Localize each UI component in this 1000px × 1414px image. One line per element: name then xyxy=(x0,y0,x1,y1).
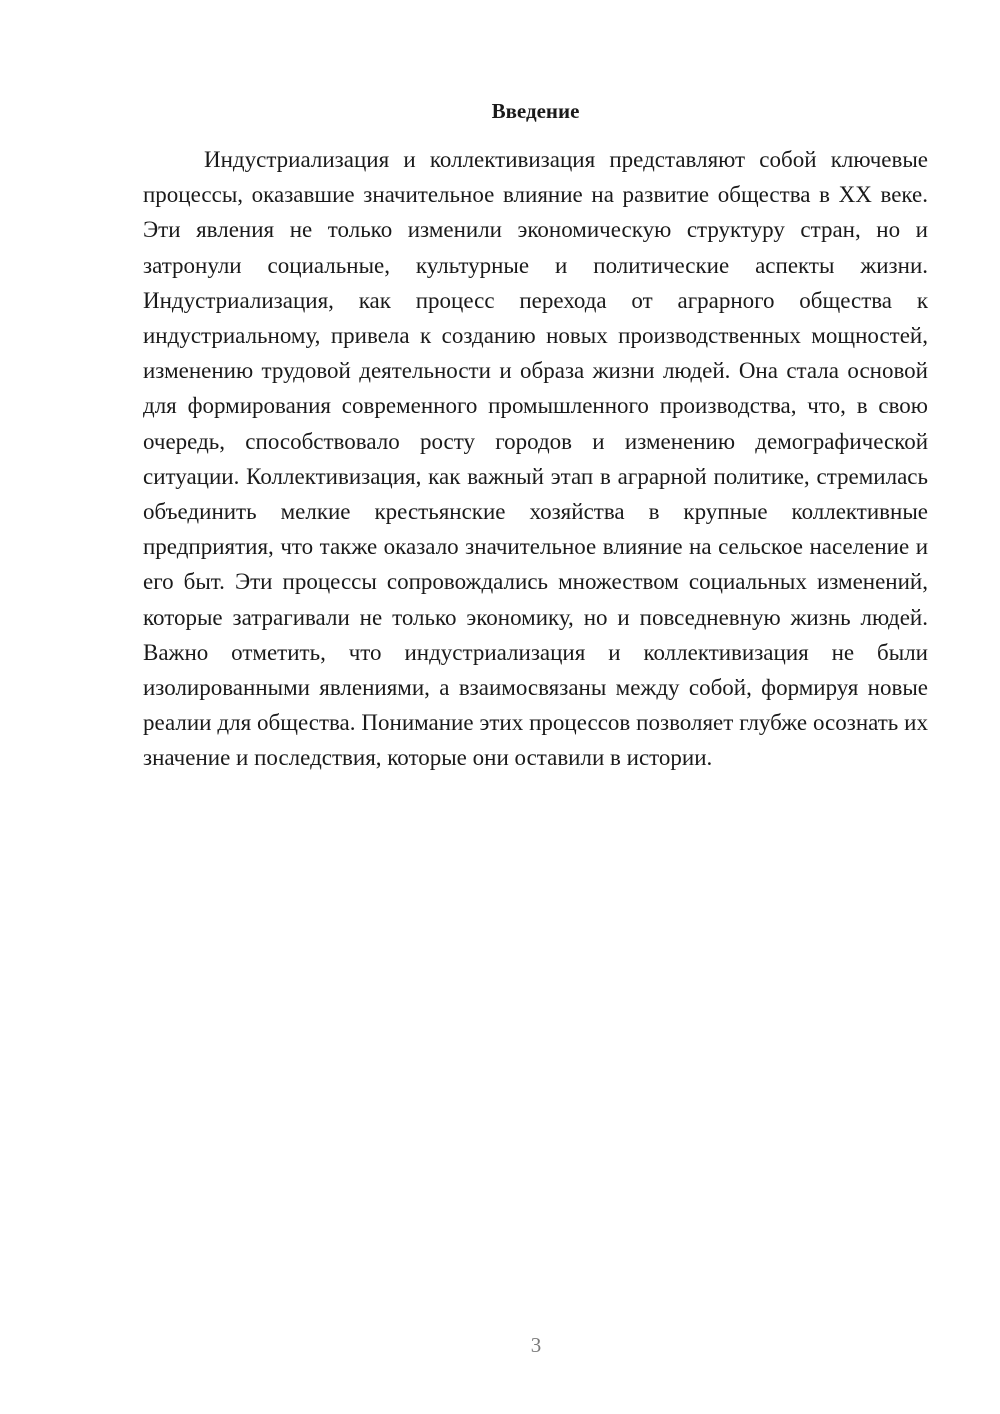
section-heading: Введение xyxy=(491,99,580,123)
body-paragraph: Индустриализация и коллективизация представляют собой ключевые процессы, оказавшие значительное влияние на развитие общества в XX веке. Эти явления не только изменили экономическую структуру стран, но и затронули социальные, культурные и политические аспекты жизни. Индустриализация, как процесс перехода от аграрного общества к индустриальному, привела к созданию новых производственных мощностей, изменению трудовой деятельности и образа жизни людей. Она стала основой для формирования современного промышленного производства, что, в свою очередь, способствовало росту городов и изменению демографической ситуации. Коллективизация, как важный этап в аграрной политике, стремилась объединить мелкие крестьянские хозяйства в крупные коллективные предприятия, что также оказало значительное влияние на сельское население и его быт. Эти процессы сопровождались множеством социальных изменений, которые затрагивали не только экономику, но и повседневную жизнь людей. Важно отметить, что индустриализация и коллективизация не были изолированными явлениями, а взаимосвязаны между собой, формируя новые реалии для общества. Понимание этих процессов позволяет глубже осознать их значение и последствия, которые они оставили в истории. xyxy=(143,147,928,771)
page-number: 3 xyxy=(530,1333,542,1357)
